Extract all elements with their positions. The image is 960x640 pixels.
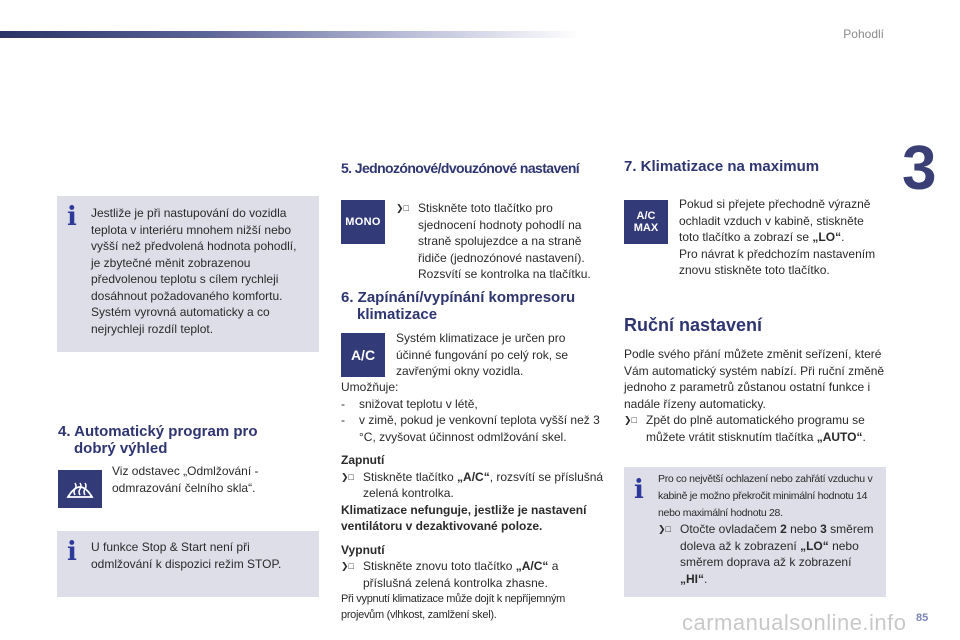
info-text: Pro co největší ochlazení nebo zahřátí vzduchu v kabině je možno překročit minimální hodnotu 14 nebo maximální hodnotu 28. <box>658 473 873 519</box>
mono-button: MONO <box>341 200 385 244</box>
arrow-bullet-icon: ❯□ <box>396 203 409 213</box>
header-bar <box>0 31 580 38</box>
page-number: 85 <box>916 612 929 624</box>
arrow-bullet-icon: ❯□ <box>658 524 671 534</box>
arrow-bullet-icon: ❯□ <box>624 415 637 425</box>
section-4-text: Viz odstavec „Odmlžování - odmrazování čelního skla“. <box>112 464 259 495</box>
info-bullet: ❯□ Otočte ovladačem 2 nebo 3 směrem doleva až k zobrazení „LO“ nebo směrem doprava až k zobrazení „HI“. <box>658 522 874 586</box>
subheading-off: Vypnutí <box>341 542 385 557</box>
heading-section-4: 4. Automatický program pro dobrý výhled <box>58 423 258 457</box>
section-5-bullet: ❯□ Stiskněte toto tlačítko pro sjednocení hodnoty pohodlí na straně spolujezdce a na straně řidiče (jednozónové nastavení). Rozsvítí se kontrolka na tlačítku. <box>396 201 591 281</box>
arrow-bullet-icon: ❯□ <box>341 561 354 571</box>
info-box-temperature <box>57 196 319 352</box>
windshield-defrost-icon <box>65 477 95 501</box>
list-item: v zimě, pokud je venkovní teplota vyšší než 3 °C, zvyšovat účinnost odmlžování skel. <box>359 413 600 444</box>
heading-section-6: 6. Zapínání/vypínání kompresoru klimatizace <box>341 289 576 323</box>
ac-button: A/C <box>341 333 385 377</box>
subheading-on: Zapnutí <box>341 453 385 467</box>
watermark: carmanualsonline.info <box>682 610 907 635</box>
info-box-stop-start <box>57 531 319 597</box>
section-7-text: Pokud si přejete přechodně výrazně ochladit vzduch v kabině, stiskněte toto tlačítko a zobrazí se „LO“. Pro návrat k předchozím nastavením znovu stiskněte toto tlačítko. <box>679 197 876 277</box>
info-text: U funkce Stop & Start není při odmlžování k dispozici režim STOP. <box>91 540 282 571</box>
info-icon: i <box>67 202 77 232</box>
warning-text: Klimatizace nefunguje, jestliže je nastavení ventilátoru v dezaktivované poloze. <box>341 502 587 533</box>
section-title: Pohodlí <box>843 27 884 41</box>
heading-manual: Ruční nastavení <box>624 315 763 335</box>
section-6-intro: Systém klimatizace je určen pro účinné fungování po celý rok, se zavřenými okny vozidla. <box>396 331 569 378</box>
section-6-body: Umožňuje: - snižovat teplotu v létě, - v zimě, pokud je venkovní teplota vyšší než 3 °C, zvyšovat účinnost odmlžování skel. Zapnutí ❯□ Stiskněte tlačítko „A/C“, rozsvítí se příslušná zelená kontrolka. Klimatizace nefunguje, jestliže je nastavení ventilátoru v dezaktivované poloze. Vypnutí ❯□ Stiskněte znovu toto tlačítko „A/C“ a příslušná zelená kontrolka zhasne. Při vypnutí klimatizace může dojít k nepříjemným projevům (vlhkost, zamlžení skel). <box>341 379 606 623</box>
info-text: Jestliže je při nastupování do vozidla teplota v interiéru mnohem nižší nebo vyšší než předvolená hodnota pohodlí, je zbytečné měnit zobrazenou předvolenou teplotu s cílem rychleji dosáhnout požadovaného komfortu. Systém vyrovná automaticky a co nejrychleji rozdíl teplot. <box>91 206 297 336</box>
arrow-bullet-icon: ❯□ <box>341 471 354 482</box>
heading-section-7: 7. Klimatizace na maximum <box>624 158 820 175</box>
defrost-button <box>58 470 102 508</box>
manual-text: Podle svého přání můžete změnit seřízení, které Vám automatický systém nabízí. Při ruční změně jednoho z parametrů zůstanou ostatní funkce i nadále řízeny automaticky. ❯□ Zpět do plně automatického programu se můžete vrátit stisknutím tlačítka „AUTO“. <box>624 347 885 444</box>
info-icon: i <box>634 475 644 505</box>
ac-max-button: A/C MAX <box>624 200 668 244</box>
info-icon: i <box>67 537 77 567</box>
off-note: Při vypnutí klimatizace může dojít k nepříjemným projevům (vlhkost, zamlžení skel). <box>341 593 566 621</box>
list-item: snižovat teplotu v létě, <box>359 396 478 411</box>
info-box-extreme-temp <box>624 467 886 597</box>
chapter-number: 3 <box>902 134 937 203</box>
heading-section-5: 5. Jednozónové/dvouzónové nastavení <box>341 160 580 176</box>
